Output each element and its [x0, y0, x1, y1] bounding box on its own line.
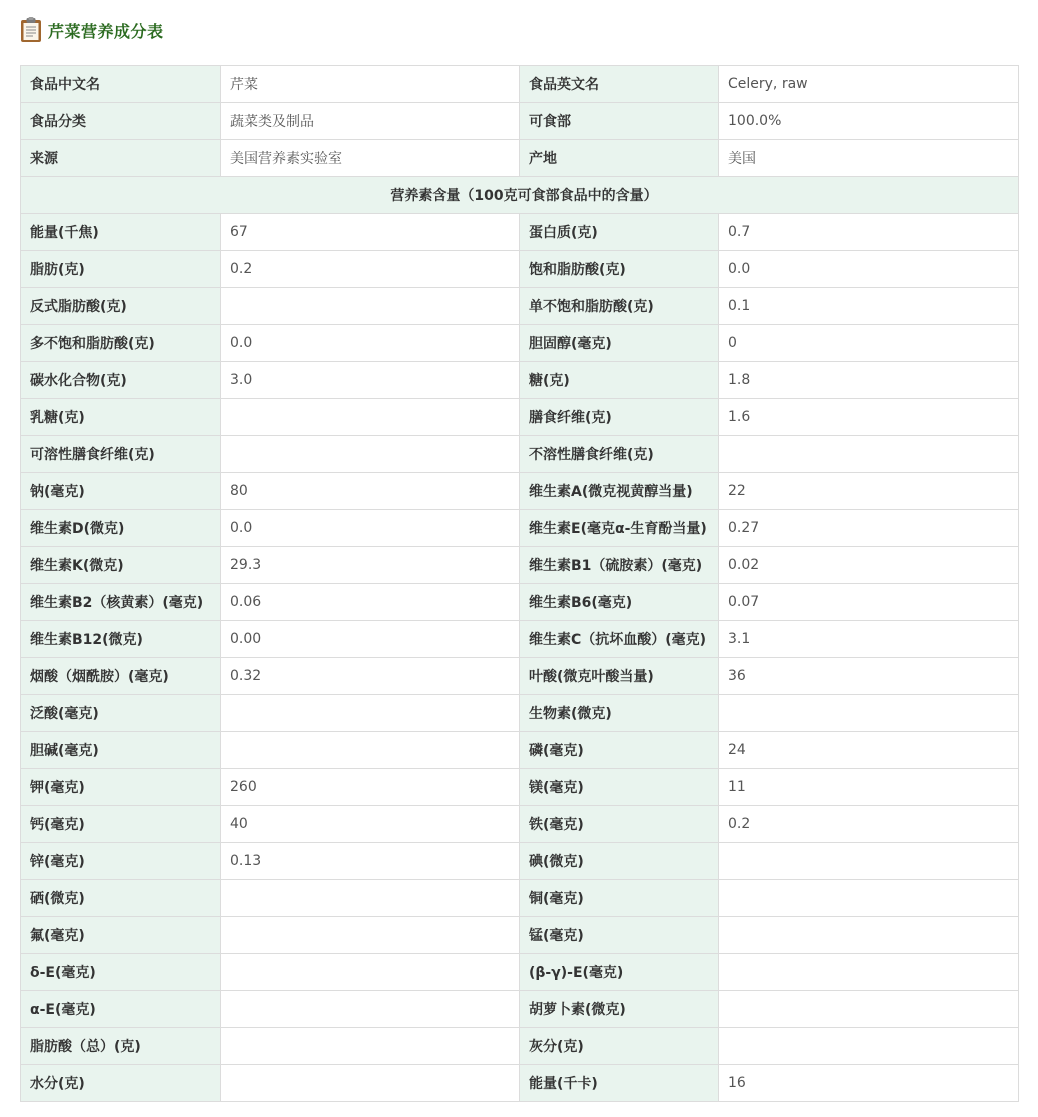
table-row: [21, 732, 1019, 769]
table-row: [21, 806, 1019, 843]
nutrient-value: 36: [719, 658, 1019, 695]
nutrient-label: 维生素B1（硫胺素）(毫克): [520, 547, 719, 584]
nutrient-label: 食品英文名: [520, 66, 719, 103]
nutrient-label: 维生素B6(毫克): [520, 584, 719, 621]
nutrient-label: 胆固醇(毫克): [520, 325, 719, 362]
nutrient-label: 钠(毫克): [21, 473, 221, 510]
table-row: [21, 288, 1019, 325]
nutrient-value: [221, 880, 520, 917]
nutrient-label: 可食部: [520, 103, 719, 140]
nutrient-value: [719, 954, 1019, 991]
info-section: [21, 66, 1019, 177]
table-row: [21, 880, 1019, 917]
nutrient-label: 脂肪酸（总）(克): [21, 1028, 221, 1065]
nutrient-section: [21, 214, 1019, 1102]
nutrient-value: [221, 399, 520, 436]
table-row: [21, 140, 1019, 177]
section-title: 营养素含量（100克可食部食品中的含量）: [21, 177, 1019, 214]
nutrient-value: 16: [719, 1065, 1019, 1102]
nutrient-label: 维生素A(微克视黄醇当量): [520, 473, 719, 510]
nutrient-label: 食品分类: [21, 103, 221, 140]
nutrient-label: 食品中文名: [21, 66, 221, 103]
nutrient-label: 蛋白质(克): [520, 214, 719, 251]
nutrient-value: [221, 288, 520, 325]
nutrient-value: Celery, raw: [719, 66, 1019, 103]
page-title: 芹菜营养成分表: [48, 21, 164, 41]
table-row: [21, 695, 1019, 732]
table-row: [21, 362, 1019, 399]
nutrient-value: 0.0: [719, 251, 1019, 288]
nutrient-label: 能量(千卡): [520, 1065, 719, 1102]
nutrient-label: 产地: [520, 140, 719, 177]
nutrient-label: 水分(克): [21, 1065, 221, 1102]
nutrient-value: 芹菜: [221, 66, 520, 103]
nutrient-value: 0.02: [719, 547, 1019, 584]
nutrition-table: [20, 65, 1019, 1102]
nutrient-label: δ-E(毫克): [21, 954, 221, 991]
nutrient-value: 0.0: [221, 510, 520, 547]
nutrient-label: 维生素D(微克): [21, 510, 221, 547]
nutrient-label: 锰(毫克): [520, 917, 719, 954]
nutrient-label: 脂肪(克): [21, 251, 221, 288]
nutrient-value: 0.2: [221, 251, 520, 288]
clipboard-icon: [20, 17, 42, 43]
nutrient-label: 可溶性膳食纤维(克): [21, 436, 221, 473]
nutrient-value: 美国: [719, 140, 1019, 177]
table-row: [21, 547, 1019, 584]
nutrient-label: 泛酸(毫克): [21, 695, 221, 732]
table-row: [21, 214, 1019, 251]
nutrient-value: 0.32: [221, 658, 520, 695]
nutrient-label: 锌(毫克): [21, 843, 221, 880]
nutrient-value: [719, 991, 1019, 1028]
nutrient-value: [719, 695, 1019, 732]
nutrient-label: 反式脂肪酸(克): [21, 288, 221, 325]
nutrient-label: 叶酸(微克叶酸当量): [520, 658, 719, 695]
title-bar: [20, 16, 164, 44]
nutrient-value: [221, 991, 520, 1028]
nutrient-value: 0.00: [221, 621, 520, 658]
section-header: [21, 177, 1019, 214]
nutrient-value: [221, 1028, 520, 1065]
table-row: [21, 843, 1019, 880]
table-row: [21, 103, 1019, 140]
nutrient-label: 维生素E(毫克α-生育酚当量): [520, 510, 719, 547]
nutrient-value: [221, 1065, 520, 1102]
nutrient-value: 0: [719, 325, 1019, 362]
nutrient-value: 0.2: [719, 806, 1019, 843]
nutrient-value: 1.6: [719, 399, 1019, 436]
nutrient-value: 1.8: [719, 362, 1019, 399]
nutrient-label: 生物素(微克): [520, 695, 719, 732]
nutrient-label: 维生素B12(微克): [21, 621, 221, 658]
table-row: [21, 399, 1019, 436]
nutrient-label: 灰分(克): [520, 1028, 719, 1065]
nutrient-label: 胆碱(毫克): [21, 732, 221, 769]
nutrient-label: 氟(毫克): [21, 917, 221, 954]
table-row: [21, 66, 1019, 103]
nutrient-value: [719, 880, 1019, 917]
nutrient-value: 0.0: [221, 325, 520, 362]
nutrient-label: 铜(毫克): [520, 880, 719, 917]
table-row: [21, 991, 1019, 1028]
nutrient-value: [221, 436, 520, 473]
nutrient-label: 多不饱和脂肪酸(克): [21, 325, 221, 362]
nutrient-label: 单不饱和脂肪酸(克): [520, 288, 719, 325]
nutrient-value: 0.1: [719, 288, 1019, 325]
nutrient-label: 乳糖(克): [21, 399, 221, 436]
nutrient-label: 碳水化合物(克): [21, 362, 221, 399]
nutrient-value: [221, 695, 520, 732]
nutrient-value: [719, 436, 1019, 473]
table-row: [21, 954, 1019, 991]
nutrient-label: 钾(毫克): [21, 769, 221, 806]
nutrient-label: 硒(微克): [21, 880, 221, 917]
nutrient-value: 0.07: [719, 584, 1019, 621]
nutrient-value: [221, 917, 520, 954]
nutrient-value: 0.06: [221, 584, 520, 621]
nutrient-label: 胡萝卜素(微克): [520, 991, 719, 1028]
nutrient-value: 67: [221, 214, 520, 251]
nutrient-value: 0.13: [221, 843, 520, 880]
nutrient-label: 镁(毫克): [520, 769, 719, 806]
nutrient-value: 3.0: [221, 362, 520, 399]
nutrient-value: [719, 843, 1019, 880]
nutrient-value: [719, 1028, 1019, 1065]
nutrient-value: [719, 917, 1019, 954]
nutrient-label: 饱和脂肪酸(克): [520, 251, 719, 288]
nutrient-value: 260: [221, 769, 520, 806]
nutrient-value: 29.3: [221, 547, 520, 584]
nutrient-value: 3.1: [719, 621, 1019, 658]
table-row: [21, 473, 1019, 510]
nutrient-label: 糖(克): [520, 362, 719, 399]
nutrient-value: 0.7: [719, 214, 1019, 251]
nutrient-value: 40: [221, 806, 520, 843]
nutrient-label: 钙(毫克): [21, 806, 221, 843]
table-row: [21, 621, 1019, 658]
nutrient-label: 来源: [21, 140, 221, 177]
nutrient-value: [221, 732, 520, 769]
table-row: [21, 325, 1019, 362]
nutrient-label: 碘(微克): [520, 843, 719, 880]
nutrient-value: [221, 954, 520, 991]
nutrient-value: 80: [221, 473, 520, 510]
nutrient-label: 铁(毫克): [520, 806, 719, 843]
table-row: [21, 769, 1019, 806]
table-row: [21, 917, 1019, 954]
nutrient-value: 0.27: [719, 510, 1019, 547]
nutrient-value: 100.0%: [719, 103, 1019, 140]
table-row: [21, 436, 1019, 473]
nutrient-value: 蔬菜类及制品: [221, 103, 520, 140]
table-row: [21, 251, 1019, 288]
nutrient-label: 烟酸（烟酰胺）(毫克): [21, 658, 221, 695]
nutrient-label: (β-γ)-E(毫克): [520, 954, 719, 991]
nutrient-label: 维生素K(微克): [21, 547, 221, 584]
nutrient-label: α-E(毫克): [21, 991, 221, 1028]
nutrient-label: 磷(毫克): [520, 732, 719, 769]
nutrient-value: 24: [719, 732, 1019, 769]
nutrient-label: 维生素B2（核黄素）(毫克): [21, 584, 221, 621]
nutrient-label: 维生素C（抗坏血酸）(毫克): [520, 621, 719, 658]
table-row: [21, 1065, 1019, 1102]
nutrient-value: 22: [719, 473, 1019, 510]
table-row: [21, 510, 1019, 547]
table-row: [21, 584, 1019, 621]
nutrient-label: 能量(千焦): [21, 214, 221, 251]
nutrient-label: 膳食纤维(克): [520, 399, 719, 436]
nutrient-value: 11: [719, 769, 1019, 806]
table-row: [21, 1028, 1019, 1065]
table-row: [21, 658, 1019, 695]
nutrient-label: 不溶性膳食纤维(克): [520, 436, 719, 473]
nutrient-value: 美国营养素实验室: [221, 140, 520, 177]
